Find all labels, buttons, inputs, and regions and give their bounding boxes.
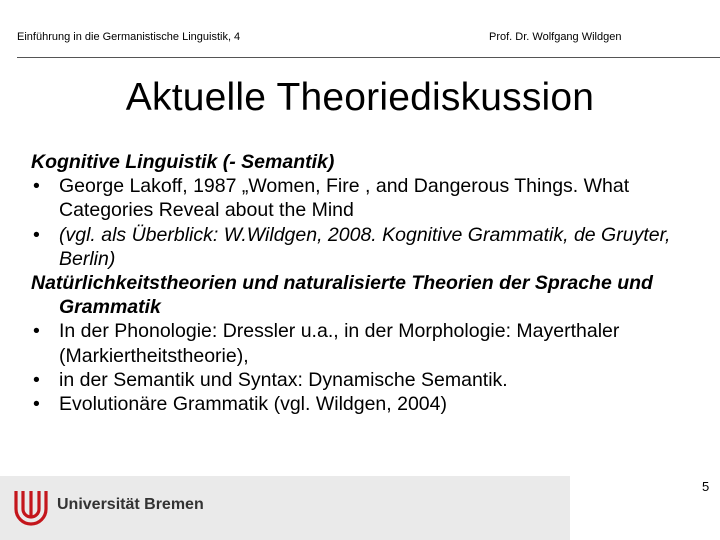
bullet-symbol: • — [33, 393, 40, 416]
slide-content — [31, 150, 711, 416]
bullet-symbol: • — [33, 320, 40, 343]
section-heading: Kognitive Linguistik (- Semantik) — [31, 151, 335, 173]
bullet-symbol: • — [33, 368, 40, 391]
bullet-item — [31, 319, 711, 367]
bullet-item — [31, 174, 711, 222]
bullet-text: Evolutionäre Grammatik (vgl. Wildgen, 2004) — [59, 393, 447, 416]
bullet-item — [31, 368, 711, 392]
bullet-symbol: • — [33, 223, 40, 246]
header-course-title: Einführung in die Germanistische Linguistik, 4 — [17, 31, 241, 43]
bullet-item — [31, 223, 711, 271]
section-heading: Natürlichkeitstheorien und naturalisierte Theorien der Sprache und Grammatik — [31, 272, 653, 319]
header-author: Prof. Dr. Wolfgang Wildgen — [489, 31, 622, 43]
slide-title: Aktuelle Theoriediskussion — [125, 76, 595, 119]
page-number: 5 — [702, 479, 710, 494]
bullet-text: (vgl. als Überblick: W.Wildgen, 2008. Kognitive Grammatik, de Gruyter, Berlin) — [59, 223, 671, 270]
bullet-item — [31, 392, 711, 416]
university-name: Universität Bremen — [57, 496, 204, 513]
bullet-text: George Lakoff, 1987 „Women, Fire , and Dangerous Things. What Categories Reveal about the Mind — [59, 175, 630, 222]
bullet-text: in der Semantik und Syntax: Dynamische Semantik. — [59, 368, 508, 391]
uni-bremen-logo-icon — [12, 487, 50, 527]
bullet-symbol: • — [33, 175, 40, 198]
bullet-text: In der Phonologie: Dressler u.a., in der Morphologie: Mayerthaler (Markiertheitstheorie), — [59, 320, 620, 367]
header-divider — [17, 57, 720, 58]
